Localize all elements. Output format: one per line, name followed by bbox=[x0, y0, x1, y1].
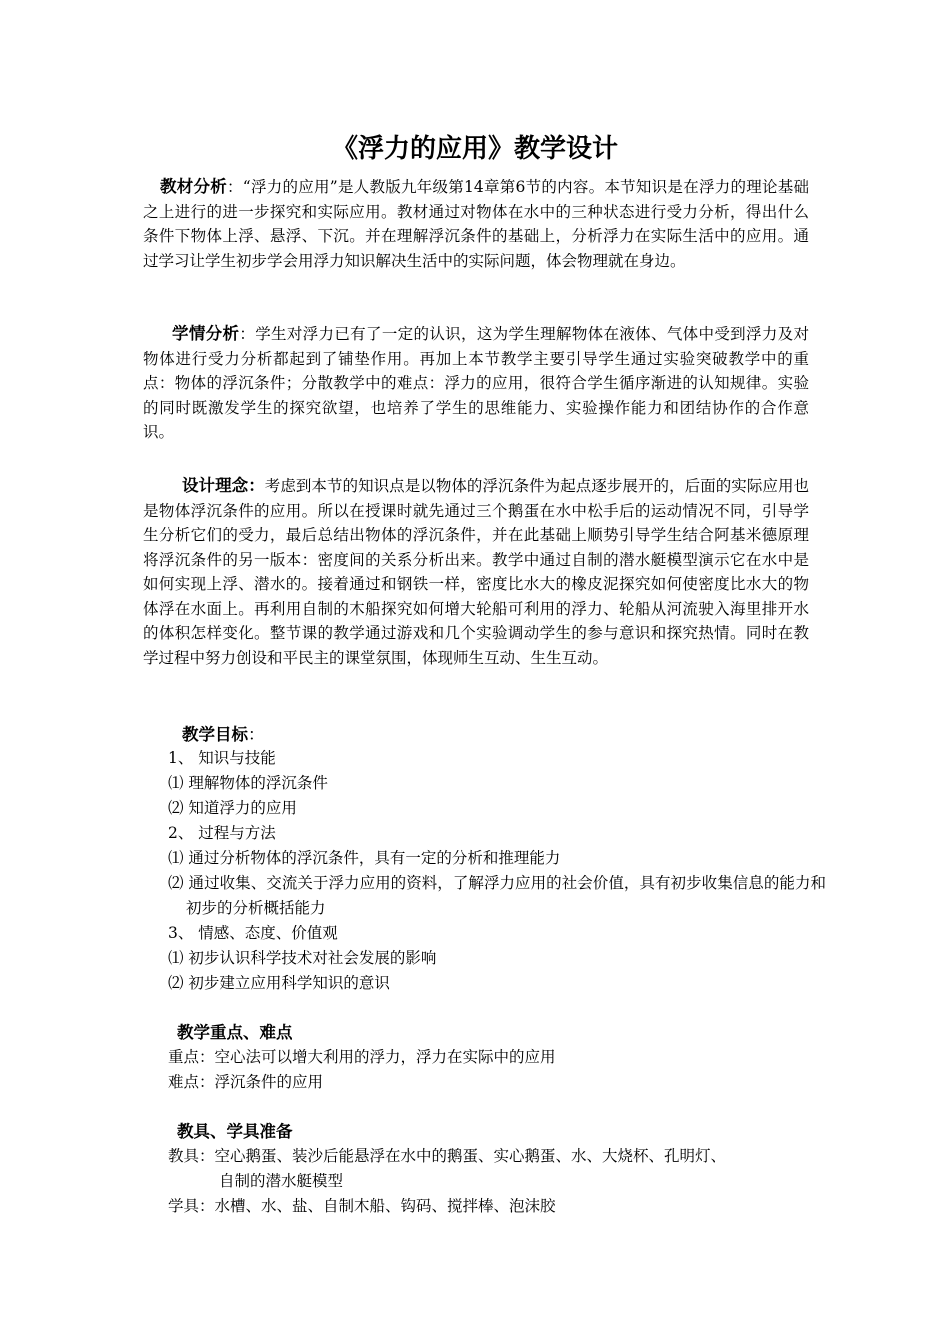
student-analysis-label: 学情分析 bbox=[172, 324, 240, 343]
textbook-analysis-text: “浮力的应用”是人教版九年级第14章第6节的内容。本节知识是在浮力的理论基础之上进行的进一步探究和实际应用。教材通过对物体在水中的三种状态进行受力分析，得出什么条件下物体上浮、悬浮、下沉。并在理解浮沉条件的基础上，分析浮力在实际生活中的应用。通过学习让学生初步学会用浮力知识解决生活中的实际问题，体会物理就在身边。 bbox=[143, 178, 809, 270]
objective-line: ⑴ 理解物体的浮沉条件 bbox=[168, 774, 328, 792]
textbook-analysis-label: 教材分析 bbox=[160, 177, 228, 196]
objective-line: 3、 情感、态度、价值观 bbox=[168, 924, 338, 942]
materials-heading: 教具、学具准备 bbox=[177, 1122, 293, 1141]
teacher-materials-continued: 自制的潜水艇模型 bbox=[219, 1172, 344, 1190]
page-title: 《浮力的应用》教学设计 bbox=[331, 134, 618, 164]
objective-line: ⑵ 初步建立应用科学知识的意识 bbox=[168, 974, 390, 992]
design-concept-text: 考虑到本节的知识点是以物体的浮沉条件为起点逐步展开的，后面的实际应用也是物体浮沉条件的应用。所以在授课时就先通过三个鹅蛋在水中松手后的运动情况不同，引导学生分析它们的受力，最后总结出物体的浮沉条件，并在此基础上顺势引导学生结合阿基米德原理将浮沉条件的另一版本：密度间的关系分析出来。教学中通过自制的潜水艇模型演示它在水中是如何实现上浮、潜水的。接着通过和钢铁一样，密度比水大的橡皮泥探究如何使密度比水大的物体浮在水面上。再利用自制的木船探究如何增大轮船可利用的浮力、轮船从河流驶入海里排开水的体积怎样变化。整节课的教学通过游戏和几个实验调动学生的参与意识和探究热情。同时在教学过程中努力创设和平民主的课堂氛围，体现师生互动、生生互动。 bbox=[143, 477, 809, 667]
objective-line: ⑴ 初步认识科学技术对社会发展的影响 bbox=[168, 949, 437, 967]
textbook-analysis-separator: ： bbox=[227, 178, 243, 196]
student-analysis-separator: ： bbox=[239, 325, 256, 343]
objectives-heading bbox=[182, 723, 265, 747]
textbook-analysis-paragraph bbox=[143, 175, 809, 273]
objective-line: ⑴ 通过分析物体的浮沉条件，具有一定的分析和推理能力 bbox=[168, 849, 561, 867]
student-analysis-paragraph bbox=[143, 322, 809, 445]
objective-line: 1、 知识与技能 bbox=[168, 749, 276, 767]
design-concept-paragraph bbox=[143, 474, 809, 670]
teacher-materials bbox=[168, 1144, 808, 1169]
key-point-difficulty: 难点：浮沉条件的应用 bbox=[168, 1073, 324, 1091]
teacher-materials-label: 教具： bbox=[168, 1147, 215, 1165]
objective-line: ⑵ 知道浮力的应用 bbox=[168, 799, 297, 817]
objectives-heading-text: 教学目标 bbox=[182, 725, 248, 744]
key-point-focus: 重点：空心法可以增大利用的浮力，浮力在实际中的应用 bbox=[168, 1048, 556, 1066]
key-points-heading: 教学重点、难点 bbox=[177, 1023, 293, 1042]
objective-line: 2、 过程与方法 bbox=[168, 824, 276, 842]
objective-line: ⑵ 通过收集、交流关于浮力应用的资料，了解浮力应用的社会价值，具有初步收集信息的能力和初步的分析概括能力 bbox=[168, 874, 826, 917]
teacher-materials-text: 空心鹅蛋、装沙后能悬浮在水中的鹅蛋、实心鹅蛋、水、大烧杯、孔明灯、 bbox=[214, 1147, 727, 1165]
student-materials: 学具：水槽、水、盐、自制木船、钩码、搅拌棒、泡沫胶 bbox=[168, 1197, 556, 1215]
objectives-heading-separator: ： bbox=[248, 725, 265, 744]
design-concept-label: 设计理念： bbox=[182, 476, 265, 495]
student-analysis-text: 学生对浮力已有了一定的认识，这为学生理解物体在液体、气体中受到浮力及对物体进行受力分析都起到了铺垫作用。再加上本节教学主要引导学生通过实验突破教学中的重点：物体的浮沉条件；分散教学中的难点：浮力的应用，很符合学生循序渐进的认知规律。实验的同时既激发学生的探究欲望，也培养了学生的思维能力、实验操作能力和团结协作的合作意识。 bbox=[143, 325, 809, 441]
